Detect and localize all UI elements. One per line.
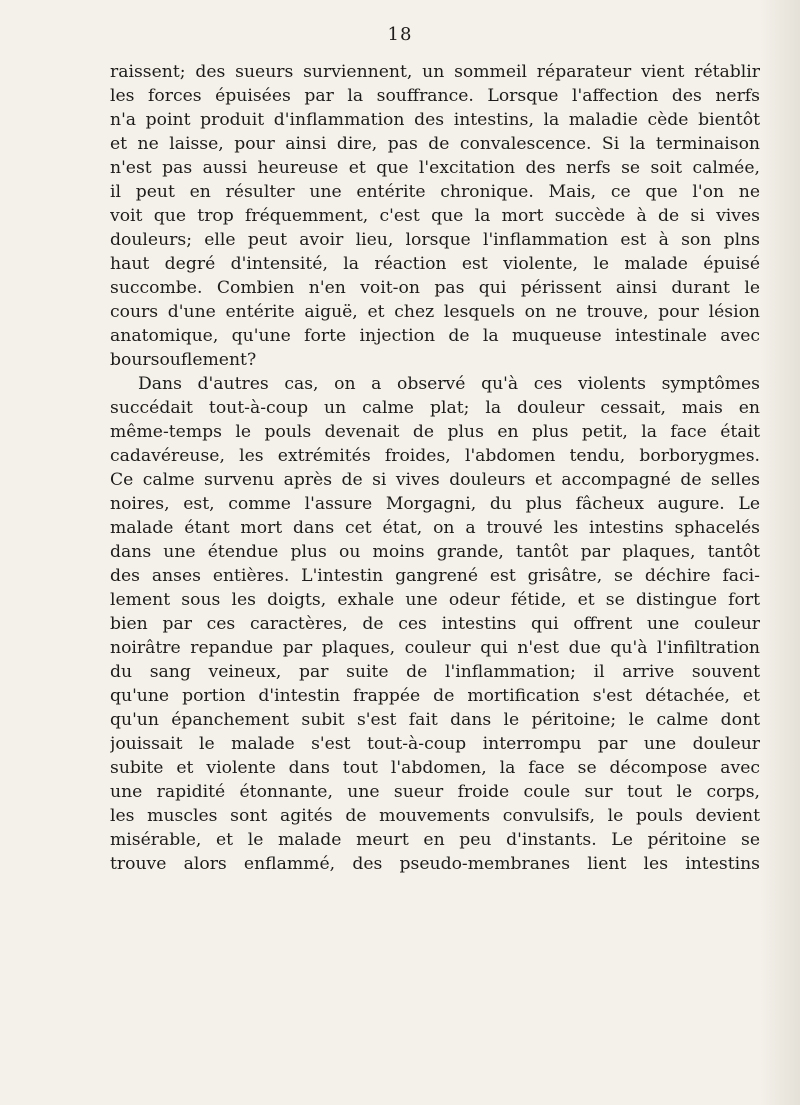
text-line: succédait tout-à-coup un calme plat; la douleur cessait, mais en (110, 398, 760, 418)
text-line: il peut en résulter une entérite chronique. Mais, ce que l'on ne (110, 182, 760, 202)
text-line: les forces épuisées par la souffrance. Lorsque l'affection des nerfs (110, 86, 760, 106)
text-line: haut degré d'intensité, la réaction est violente, le malade épuisé (110, 254, 760, 274)
text-line: une rapidité étonnante, une sueur froide coule sur tout le corps, (110, 782, 760, 802)
text-line: boursouflement? (110, 350, 257, 370)
text-line: et ne laisse, pour ainsi dire, pas de convalescence. Si la terminaison (110, 134, 760, 154)
text-line: jouissait le malade s'est tout-à-coup interrompu par une douleur (110, 734, 760, 754)
text-line: malade étant mort dans cet état, on a trouvé les intestins sphacelés (110, 518, 760, 538)
text-line: succombe. Combien n'en voit-on pas qui périssent ainsi durant le (110, 278, 760, 298)
text-line: bien par ces caractères, de ces intestins qui offrent une couleur (110, 614, 760, 634)
text-line: subite et violente dans tout l'abdomen, la face se décompose avec (110, 758, 760, 778)
text-line: des anses entières. L'intestin gangrené est grisâtre, se déchire faci- (110, 566, 760, 586)
page-edge-shadow (760, 0, 800, 1105)
text-line: même-temps le pouls devenait de plus en plus petit, la face était (110, 422, 760, 442)
text-line: dans une étendue plus ou moins grande, tantôt par plaques, tantôt (110, 542, 760, 562)
text-line: Ce calme survenu après de si vives douleurs et accompagné de selles (110, 470, 760, 490)
text-line: qu'un épanchement subit s'est fait dans le péritoine; le calme dont (110, 710, 760, 730)
text-line: douleurs; elle peut avoir lieu, lorsque l'inflammation est à son plns (110, 230, 760, 250)
text-line: voit que trop fréquemment, c'est que la mort succède à de si vives (110, 206, 760, 226)
body-text (110, 60, 760, 876)
text-line: noirâtre repandue par plaques, couleur qui n'est due qu'à l'infiltration (110, 638, 760, 658)
text-line: du sang veineux, par suite de l'inflammation; il arrive souvent (110, 662, 760, 682)
text-line: raissent; des sueurs surviennent, un sommeil réparateur vient rétablir (110, 62, 760, 82)
text-line: qu'une portion d'intestin frappée de mortification s'est détachée, et (110, 686, 760, 706)
text-line: n'est pas aussi heureuse et que l'excitation des nerfs se soit calmée, (110, 158, 760, 178)
text-line: cours d'une entérite aiguë, et chez lesquels on ne trouve, pour lésion (110, 302, 760, 322)
text-line: Dans d'autres cas, on a observé qu'à ces violents symptômes (138, 374, 760, 394)
text-line: misérable, et le malade meurt en peu d'instants. Le péritoine se (110, 830, 760, 850)
text-line: les muscles sont agités de mouvements convulsifs, le pouls devient (110, 806, 760, 826)
page-number: 18 (387, 24, 413, 45)
text-line: anatomique, qu'une forte injection de la muqueuse intestinale avec (110, 326, 760, 346)
text-line: lement sous les doigts, exhale une odeur fétide, et se distingue fort (110, 590, 760, 610)
text-line: cadavéreuse, les extrémités froides, l'abdomen tendu, borborygmes. (110, 446, 760, 466)
text-line: n'a point produit d'inflammation des intestins, la maladie cède bientôt (110, 110, 760, 130)
text-line: noires, est, comme l'assure Morgagni, du plus fâcheux augure. Le (110, 494, 760, 514)
text-line: trouve alors enflammé, des pseudo-membranes lient les intestins (110, 854, 760, 874)
